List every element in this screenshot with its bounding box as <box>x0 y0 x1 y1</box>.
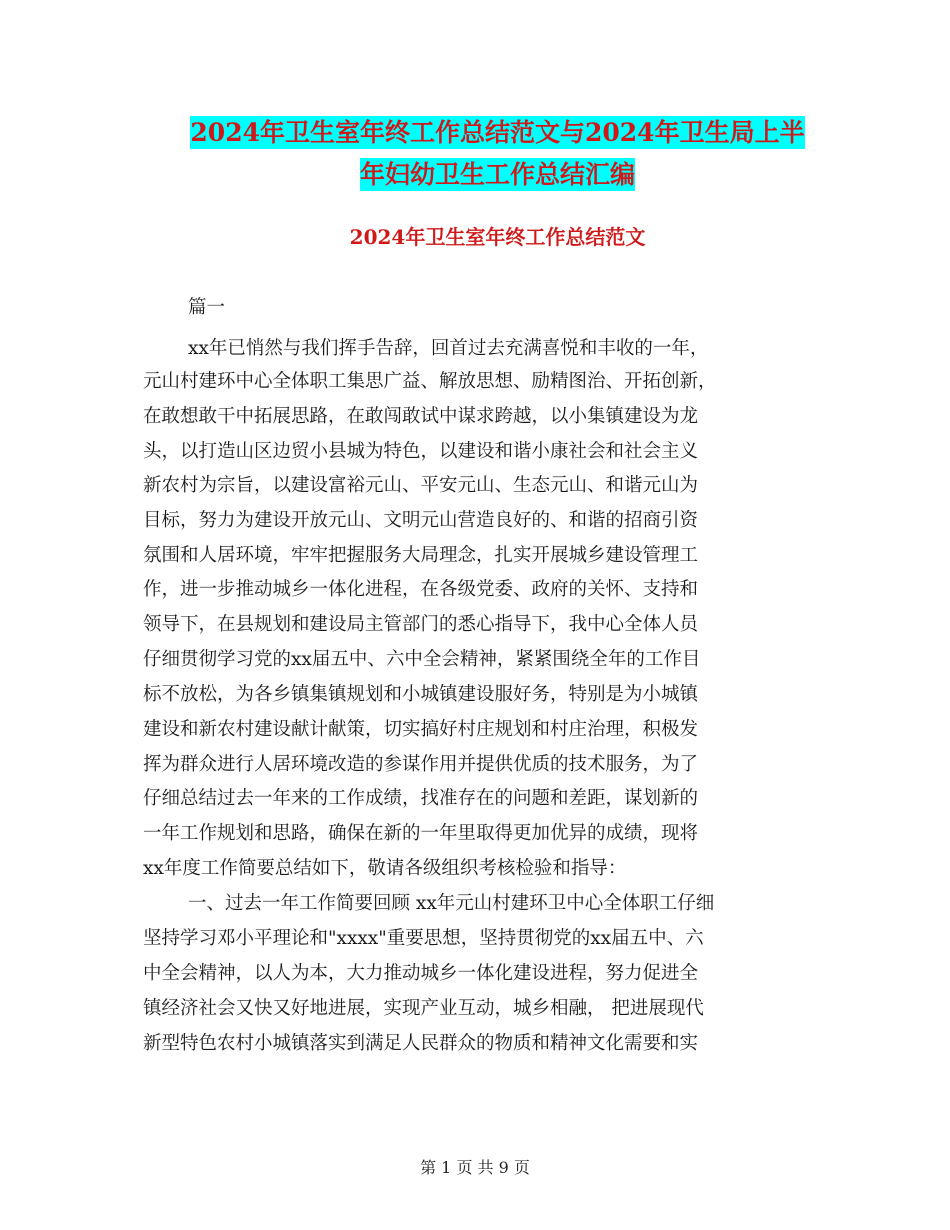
paragraph-line: 仔细贯彻学习党的xx届五中、六中全会精神，紧紧围绕全年的工作目 <box>143 649 701 670</box>
paragraph-line: 建设和新农村建设献计献策，切实搞好村庄规划和村庄治理，积极发 <box>143 719 699 740</box>
title-highlight: 年妇幼卫生工作总结汇编 <box>359 160 635 189</box>
subheading: 篇一 <box>188 297 226 318</box>
paragraph-line: 氛围和人居环境，牢牢把握服务大局理念，扎实开展城乡建设管理工 <box>143 545 699 566</box>
paragraph-line: 在敢想敢干中拓展思路，在敢闯敢试中谋求跨越，以小集镇建设为龙 <box>143 406 699 427</box>
paragraph-line: 挥为群众进行人居环境改造的参谋作用并提供优质的技术服务，为了 <box>143 754 699 775</box>
paragraph-line: 元山村建环中心全体职工集思广益、解放思想、励精图治、开拓创新， <box>143 371 717 392</box>
paragraph-line: 目标，努力为建设开放元山、文明元山营造良好的、和谐的招商引资 <box>143 510 699 531</box>
paragraph-line: 领导下，在县规划和建设局主管部门的悉心指导下，我中心全体人员 <box>143 614 699 635</box>
paragraph-line: 仔细总结过去一年来的工作成绩，找准存在的问题和差距，谋划新的 <box>143 788 699 809</box>
paragraph-line: 一年工作规划和思路，确保在新的一年里取得更加优异的成绩，现将 <box>143 823 699 844</box>
paragraph-line: 新农村为宗旨，以建设富裕元山、平安元山、生态元山、和谐元山为 <box>143 475 699 496</box>
paragraph-line: 镇经济社会又快又好地进展，实现产业互动，城乡相融， 把进展现代 <box>143 998 704 1019</box>
paragraph-line: xx年度工作简要总结如下，敬请各级组织考核检验和指导： <box>143 858 627 879</box>
paragraph-line: 标不放松，为各乡镇集镇规划和小城镇建设服好务，特别是为小城镇 <box>143 684 699 705</box>
paragraph-line: 中全会精神，以人为本，大力推动城乡一体化建设进程，努力促进全 <box>143 963 699 984</box>
page-number-footer: 第 1 页 共 9 页 <box>420 1158 530 1177</box>
paragraph-line: 头，以打造山区边贸小县城为特色，以建设和谐小康社会和社会主义 <box>143 441 699 462</box>
paragraph-line: 坚持学习邓小平理论和"xxxx"重要思想，坚持贯彻党的xx届五中、六 <box>143 928 704 949</box>
paragraph-line: xx年已悄然与我们挥手告辞，回首过去充满喜悦和丰收的一年， <box>188 338 709 359</box>
section-title: 2024年卫生室年终工作总结范文 <box>349 225 646 249</box>
document-title-line-1 <box>140 110 855 155</box>
paragraph-line: 一、过去一年工作简要回顾 xx年元山村建环卫中心全体职工仔细 <box>188 893 715 914</box>
paragraph-line: 作，进一步推动城乡一体化进程，在各级党委、政府的关怀、支持和 <box>143 579 699 600</box>
title-highlight: 2024年卫生室年终工作总结范文与2024年卫生局上半 <box>190 118 805 147</box>
document-title-line-2 <box>140 152 855 197</box>
paragraph-line: 新型特色农村小城镇落实到满足人民群众的物质和精神文化需要和实 <box>143 1033 699 1054</box>
